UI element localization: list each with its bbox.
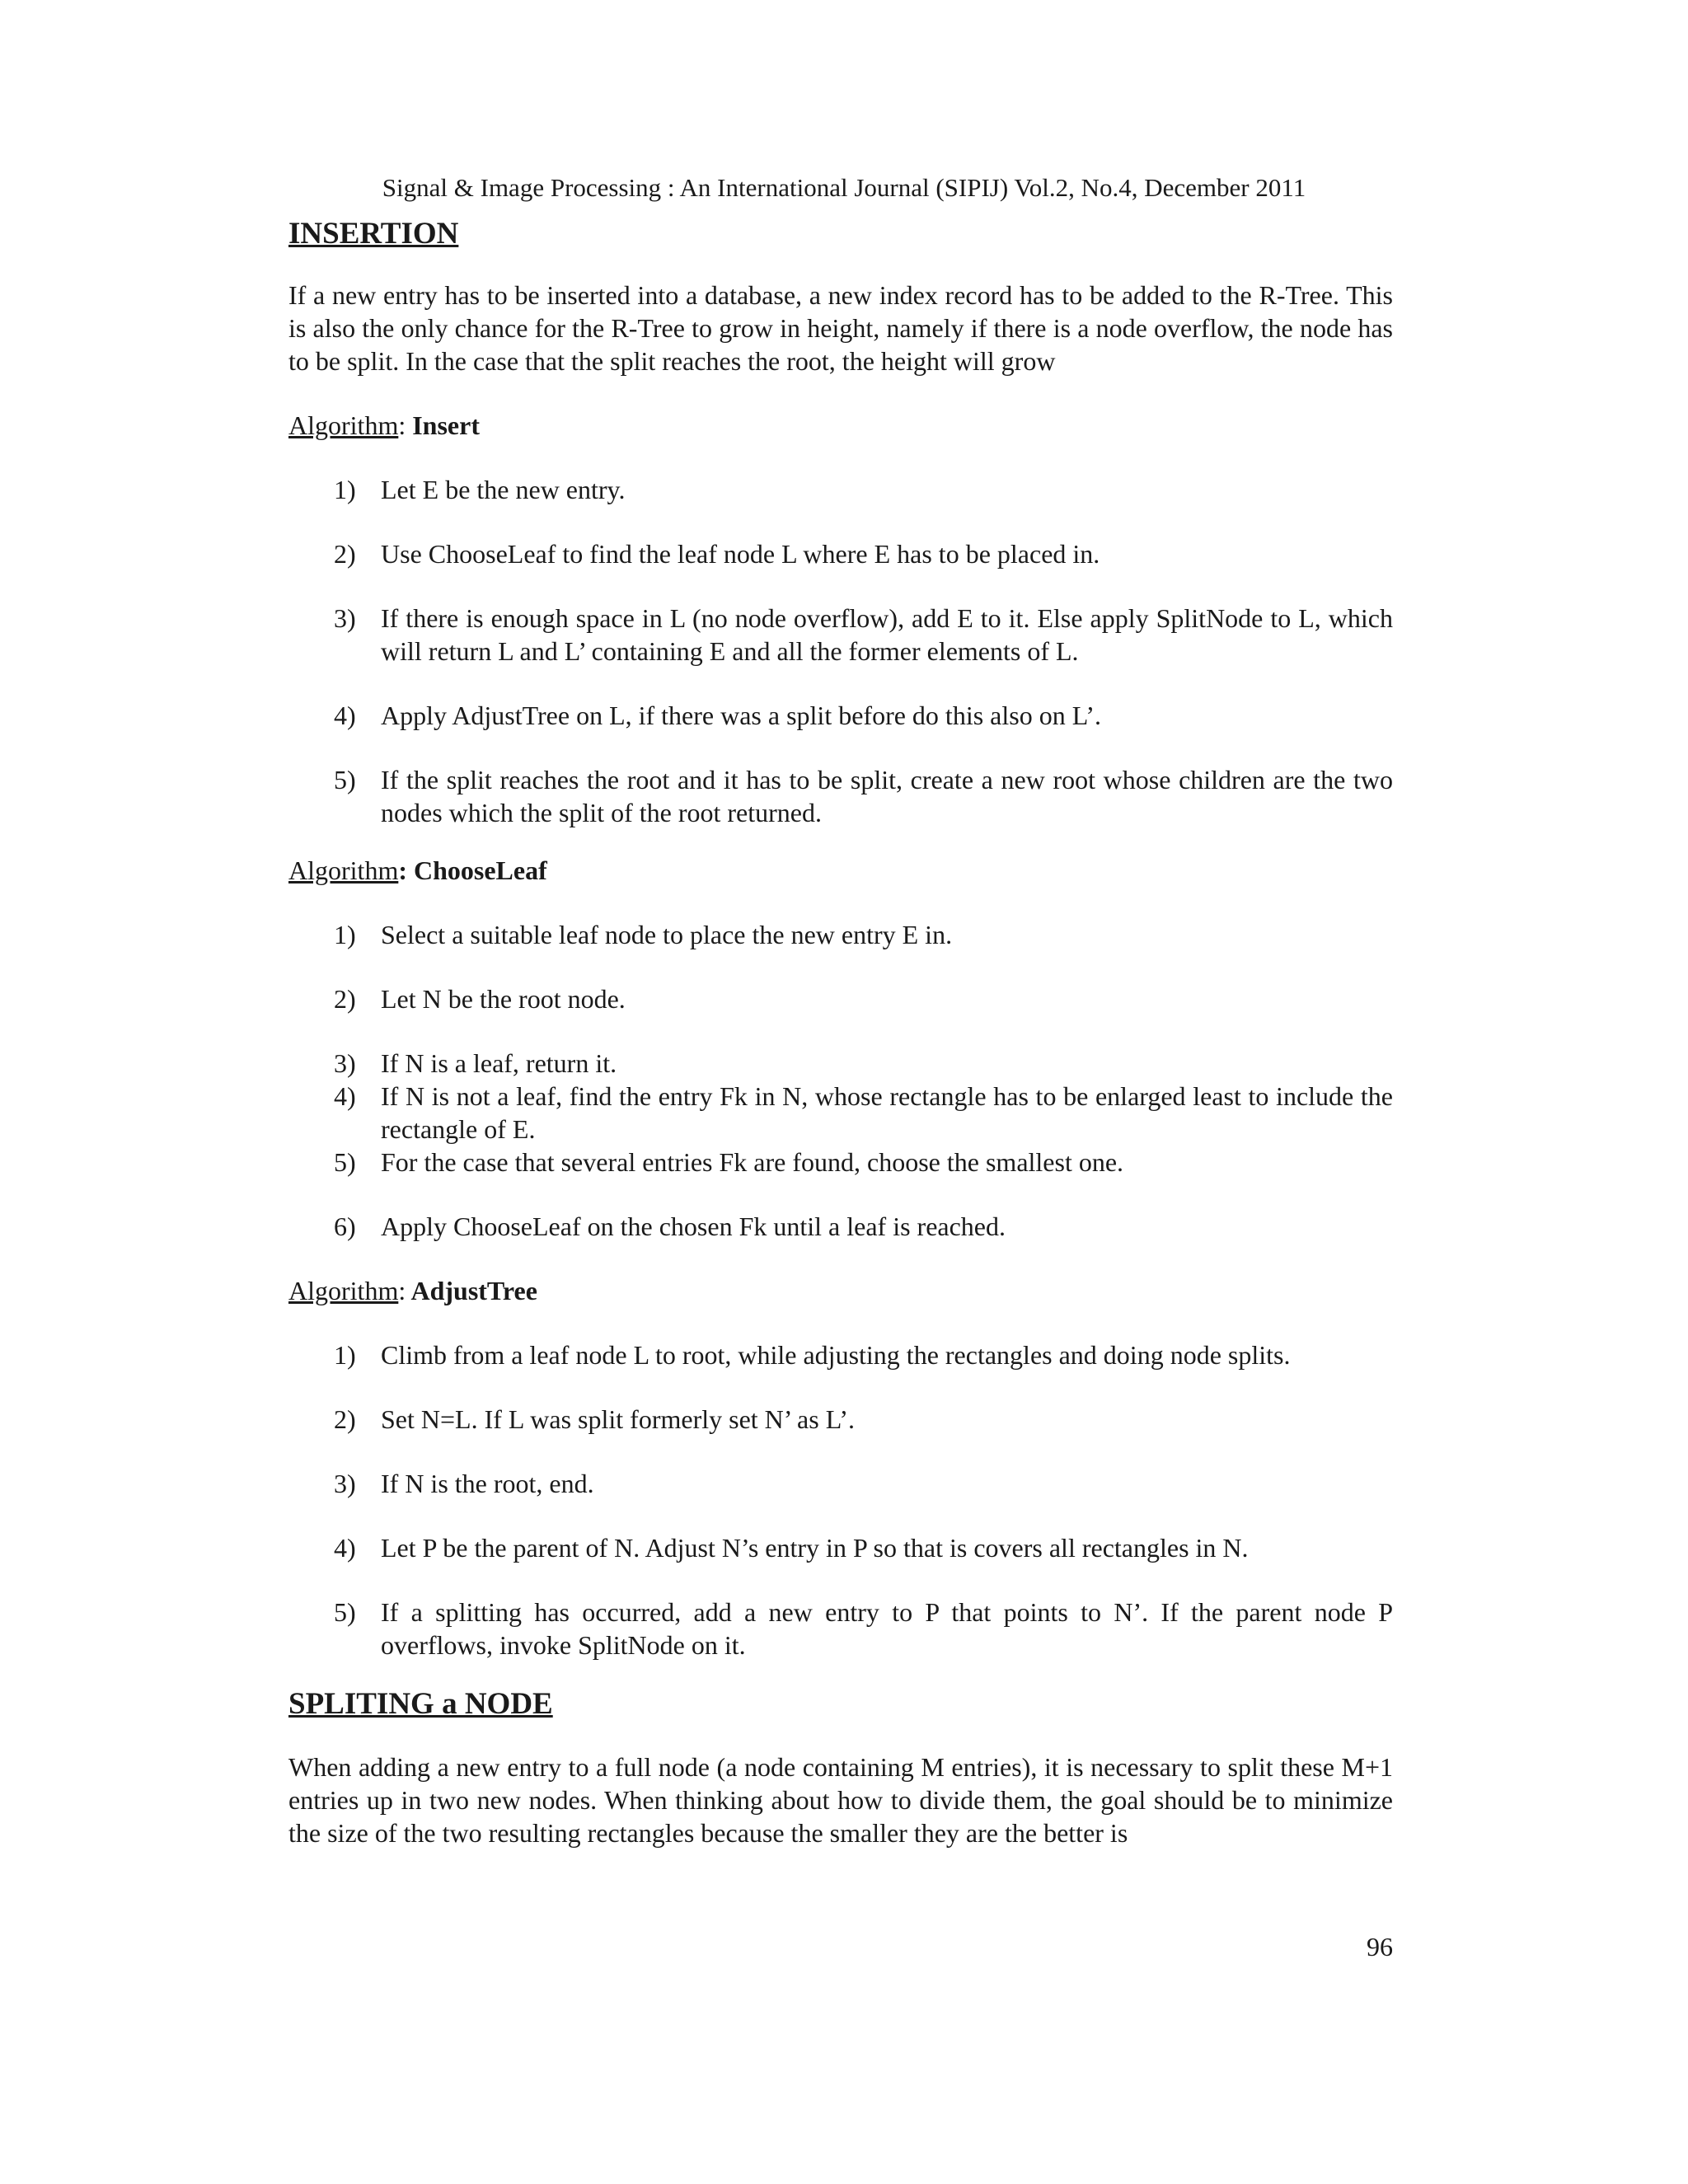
step-text: If N is the root, end. <box>381 1469 594 1498</box>
step-text: Apply AdjustTree on L, if there was a split before do this also on L’. <box>381 701 1101 730</box>
list-item <box>288 1338 1393 1371</box>
list-item <box>288 763 1393 829</box>
step-text: Select a suitable leaf node to place the new entry E in. <box>381 920 953 949</box>
list-item <box>288 1467 1393 1500</box>
algorithm-name: ChooseLeaf <box>413 855 547 885</box>
step-number: 2) <box>334 1404 356 1434</box>
step-text: Let N be the root node. <box>381 984 626 1014</box>
insertion-paragraph: If a new entry has to be inserted into a database, a new index record has to be added to the R-Tree. This is also the only chance for the R-Tree to grow in height, namely if there is a node overflow, the node has to be split. In the case that the split reaches the root, the height will grow <box>288 280 1393 376</box>
list-item <box>288 1403 1393 1436</box>
list-item <box>288 473 1393 506</box>
step-number: 3) <box>334 1469 356 1498</box>
step-number: 5) <box>334 1147 356 1177</box>
list-item <box>288 602 1393 668</box>
step-number: 2) <box>334 984 356 1014</box>
algorithm-colon: : <box>398 1276 406 1305</box>
list-item <box>288 1531 1393 1564</box>
step-text: Climb from a leaf node L to root, while adjusting the rectangles and doing node splits. <box>381 1340 1291 1370</box>
list-item <box>288 982 1393 1015</box>
list-item <box>288 1210 1393 1243</box>
algorithm-label: Algorithm <box>288 410 399 440</box>
step-text: If N is a leaf, return it. <box>381 1048 617 1078</box>
list-item <box>288 918 1393 951</box>
step-number: 6) <box>334 1212 356 1241</box>
step-text: If a splitting has occurred, add a new entry to P that points to N’. If the parent node P overflows, invoke SplitNode on it. <box>381 1597 1393 1660</box>
page-number: 96 <box>1367 1932 1393 1961</box>
step-number: 5) <box>334 1597 356 1627</box>
algorithm-colon: : <box>398 855 407 885</box>
step-number: 4) <box>334 701 356 730</box>
step-number: 3) <box>334 603 356 633</box>
step-text: Set N=L. If L was split formerly set N’ as L’. <box>381 1404 855 1434</box>
list-item <box>288 699 1393 732</box>
chooseleaf-steps <box>288 918 1393 1243</box>
step-number: 3) <box>334 1048 356 1078</box>
list-item <box>288 1047 1393 1080</box>
list-item <box>288 1596 1393 1661</box>
insert-steps <box>288 473 1393 829</box>
algorithm-name: Insert <box>412 410 480 440</box>
algorithm-heading-chooseleaf <box>288 854 1393 887</box>
algorithm-label: Algorithm <box>288 1276 399 1305</box>
splitting-paragraph: When adding a new entry to a full node (a node containing M entries), it is necessary to split these M+1 entries up in two new nodes. When thinking about how to divide them, the goal should be to minimize the size of the two resulting rectangles because the smaller they are the better is <box>288 1752 1393 1848</box>
step-text: If the split reaches the root and it has to be split, create a new root whose children are the two nodes which the split of the root returned. <box>381 765 1393 827</box>
step-number: 2) <box>334 539 356 569</box>
algorithm-heading-adjusttree <box>288 1274 1393 1307</box>
step-text: If there is enough space in L (no node overflow), add E to it. Else apply SplitNode to L, which will return L and L’ containing E and all the former elements of L. <box>381 603 1393 666</box>
algorithm-label: Algorithm <box>288 855 399 885</box>
list-item <box>288 537 1393 570</box>
adjusttree-steps <box>288 1338 1393 1661</box>
step-number: 5) <box>334 765 356 794</box>
running-header: Signal & Image Processing : An International Journal (SIPIJ) Vol.2, No.4, December 2011 <box>382 173 1306 202</box>
section-heading-insertion: INSERTION <box>288 217 459 251</box>
algorithm-colon: : <box>398 410 406 440</box>
list-item <box>288 1146 1393 1179</box>
step-number: 4) <box>334 1533 356 1563</box>
page-content <box>288 216 1393 1849</box>
step-number: 4) <box>334 1081 356 1111</box>
step-text: Use ChooseLeaf to find the leaf node L where E has to be placed in. <box>381 539 1100 569</box>
step-text: If N is not a leaf, find the entry Fk in N, whose rectangle has to be enlarged least to include the rectangle of E. <box>381 1081 1393 1144</box>
list-item <box>288 1080 1393 1146</box>
step-number: 1) <box>334 475 356 504</box>
step-text: For the case that several entries Fk are found, choose the smallest one. <box>381 1147 1124 1177</box>
step-number: 1) <box>334 1340 356 1370</box>
algorithm-name: AdjustTree <box>410 1276 537 1305</box>
step-number: 1) <box>334 920 356 949</box>
step-text: Let P be the parent of N. Adjust N’s entry in P so that is covers all rectangles in N. <box>381 1533 1249 1563</box>
step-text: Apply ChooseLeaf on the chosen Fk until a leaf is reached. <box>381 1212 1006 1241</box>
section-heading-splitting: SPLITING a NODE <box>288 1687 553 1721</box>
step-text: Let E be the new entry. <box>381 475 626 504</box>
algorithm-heading-insert <box>288 409 1393 442</box>
